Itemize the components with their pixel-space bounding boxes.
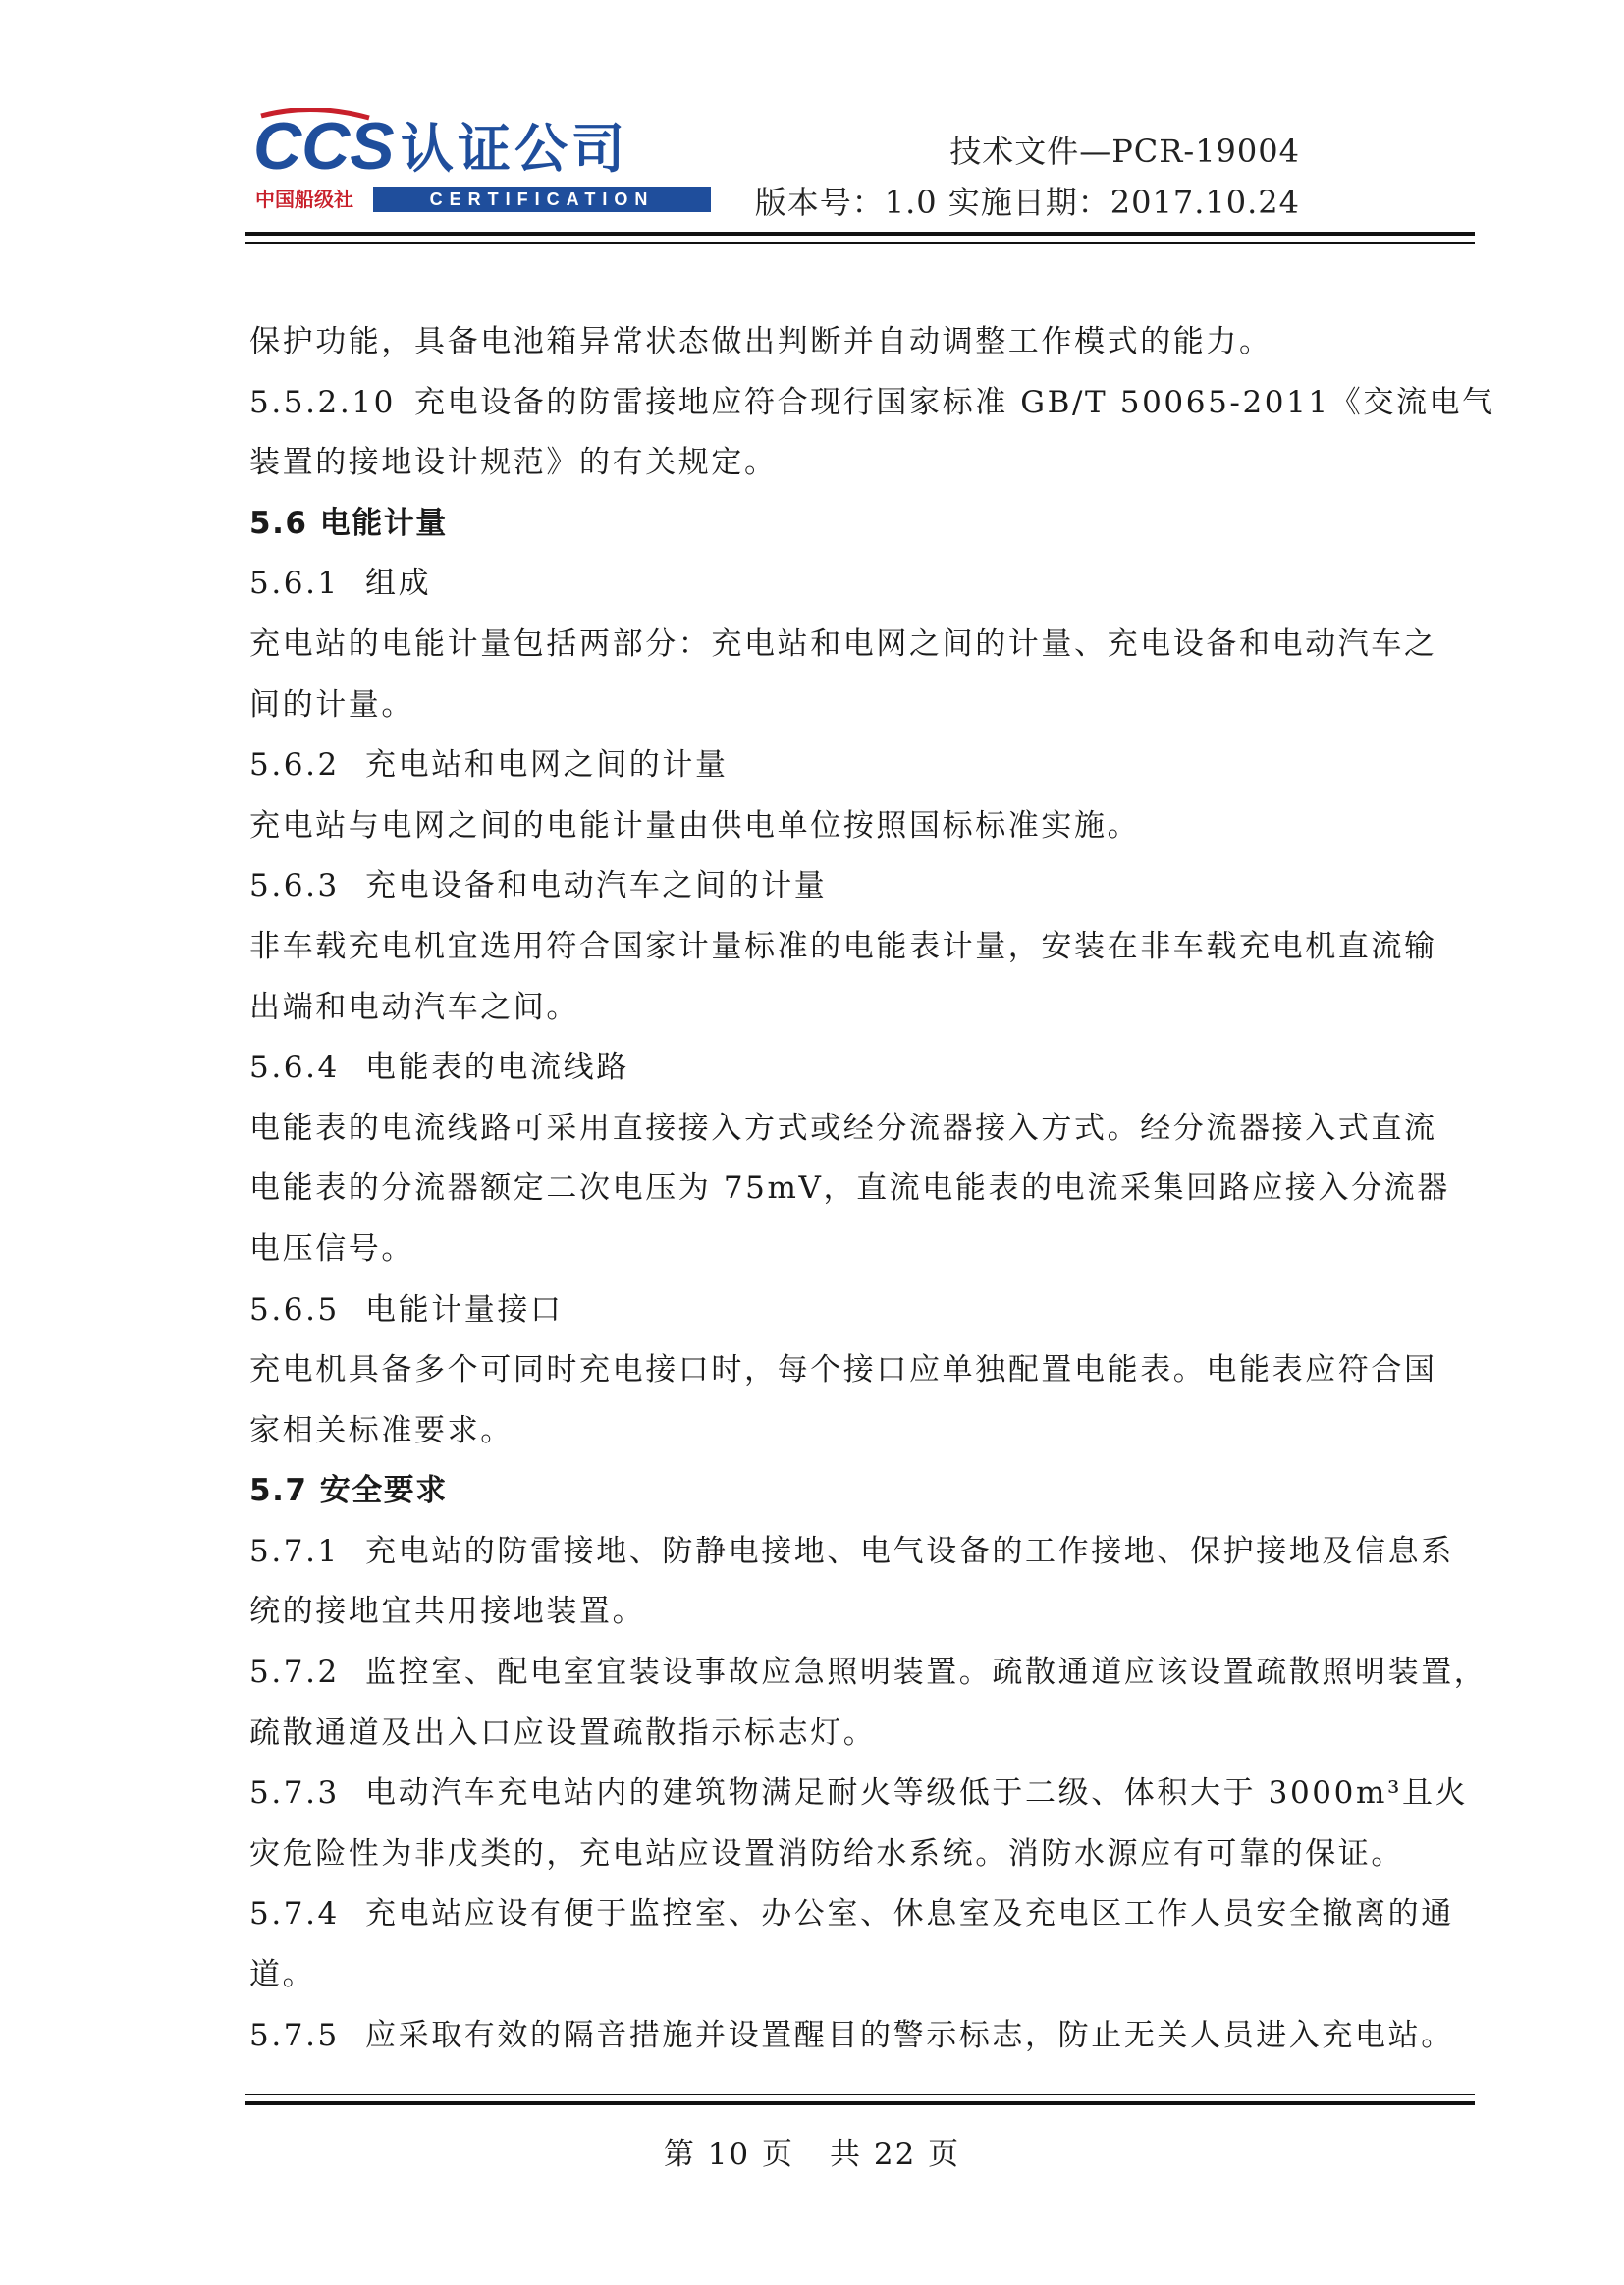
paragraph-line: 充电机具备多个可同时充电接口时，每个接口应单独配置电能表。电能表应符合国 <box>249 1352 1437 1388</box>
clause-text: 监控室、配电室宜装设事故应急照明装置。疏散通道应该设置疏散照明装置， <box>365 1655 1488 1691</box>
subsection-title: 充电设备和电动汽车之间的计量 <box>365 868 828 904</box>
clause-5-7-3 <box>249 1764 1469 1824</box>
logo-brand: CCS <box>253 109 395 184</box>
page-body <box>249 312 1495 2066</box>
clause-5-7-1 <box>249 1522 1454 1583</box>
subsection-title: 充电站和电网之间的计量 <box>365 747 729 784</box>
clause-number: 5.6.3 <box>249 868 340 904</box>
paragraph-line: 出端和电动汽车之间。 <box>249 989 579 1025</box>
paragraph-line: 电能表的分流器额定二次电压为 75mV，直流电能表的电流采集回路应接入分流器 <box>249 1170 1450 1207</box>
paragraph-line: 疏散通道及出入口应设置疏散指示标志灯。 <box>249 1714 877 1751</box>
subsection-5-6-2 <box>249 735 1449 796</box>
clause-number: 5.7.5 <box>249 2017 340 2053</box>
header-rule-thin <box>245 242 1475 244</box>
clause-number: 5.7.3 <box>249 1775 340 1812</box>
page-number: 第 10 页 <box>663 2137 794 2172</box>
clause-text: 电动汽车充电站内的建筑物满足耐火等级低于二级、体积大于 3000m³且火 <box>365 1775 1469 1812</box>
subsection-5-6-5 <box>249 1280 1449 1341</box>
paragraph-line: 道。 <box>249 1957 316 1993</box>
clause-number: 5.7.4 <box>249 1896 340 1932</box>
version-and-date: 版本号：1.0 实施日期：2017.10.24 <box>754 184 1300 221</box>
paragraph-line: 非车载充电机宜选用符合国家计量标准的电能表计量，安装在非车载充电机直流输 <box>249 928 1437 964</box>
paragraph-line: 装置的接地设计规范》的有关规定。 <box>249 445 778 481</box>
clause-number: 5.7.2 <box>249 1655 340 1691</box>
subsection-title: 组成 <box>365 566 432 602</box>
paragraph-line: 家相关标准要求。 <box>249 1412 514 1448</box>
footer-rule-thin <box>245 2094 1475 2095</box>
clause-number: 5.6.1 <box>249 566 340 602</box>
paragraph-line: 灾危险性为非戊类的，充电站应设置消防给水系统。消防水源应有可靠的保证。 <box>249 1835 1404 1872</box>
ccs-certification-logo <box>253 108 715 216</box>
logo-name: 认证公司 <box>401 118 628 180</box>
paragraph-line: 保护功能，具备电池箱异常状态做出判断并自动调整工作模式的能力。 <box>249 324 1272 359</box>
page-total: 共 22 页 <box>830 2137 961 2172</box>
logo-sub-en: CERTIFICATION <box>429 190 655 209</box>
subsection-5-6-4 <box>249 1038 1449 1099</box>
subsection-title: 电能表的电流线路 <box>365 1050 629 1086</box>
clause-number: 5.6.5 <box>249 1291 340 1328</box>
clause-text: 充电设备的防雷接地应符合现行国家标准 GB/T 50065-2011《交流电气 <box>414 384 1495 420</box>
subsection-5-6-1 <box>249 554 1449 615</box>
paragraph-line: 充电站的电能计量包括两部分：充电站和电网之间的计量、充电设备和电动汽车之 <box>249 626 1437 662</box>
section-heading-5-7: 5.7 安全要求 <box>249 1473 448 1509</box>
clause-number: 5.7.1 <box>249 1533 340 1569</box>
logo-sub-cn: 中国船级社 <box>255 188 353 211</box>
clause-5-7-4 <box>249 1884 1454 1945</box>
paragraph-line: 充电站与电网之间的电能计量由供电单位按照国标标准实施。 <box>249 807 1141 843</box>
subsection-title: 电能计量接口 <box>365 1291 564 1328</box>
header-rule <box>245 232 1475 236</box>
subsection-5-6-3 <box>249 856 1449 917</box>
document-meta <box>755 126 1300 228</box>
clause-5-5-2-10 <box>249 373 1495 434</box>
clause-text: 应采取有效的隔音措施并设置醒目的警示标志，防止无关人员进入充电站。 <box>365 2017 1454 2053</box>
clause-5-7-2 <box>249 1643 1488 1704</box>
paragraph-line: 间的计量。 <box>249 686 414 723</box>
clause-number: 5.6.2 <box>249 747 340 784</box>
footer-rule <box>245 2101 1475 2105</box>
clause-text: 充电站的防雷接地、防静电接地、电气设备的工作接地、保护接地及信息系 <box>365 1533 1454 1569</box>
section-heading-5-6: 5.6 电能计量 <box>249 505 448 541</box>
clause-number: 5.6.4 <box>249 1050 340 1086</box>
clause-5-7-5 <box>249 2006 1454 2067</box>
paragraph-line: 统的接地宜共用接地装置。 <box>249 1594 646 1630</box>
paragraph-line: 电能表的电流线路可采用直接接入方式或经分流器接入方式。经分流器接入式直流 <box>249 1110 1437 1146</box>
paragraph-line: 电压信号。 <box>249 1230 414 1267</box>
page-footer <box>0 2129 1624 2173</box>
clause-number: 5.5.2.10 <box>249 384 396 420</box>
document-id: 技术文件—PCR-19004 <box>949 133 1300 170</box>
clause-text: 充电站应设有便于监控室、办公室、休息室及充电区工作人员安全撤离的通 <box>365 1896 1454 1932</box>
